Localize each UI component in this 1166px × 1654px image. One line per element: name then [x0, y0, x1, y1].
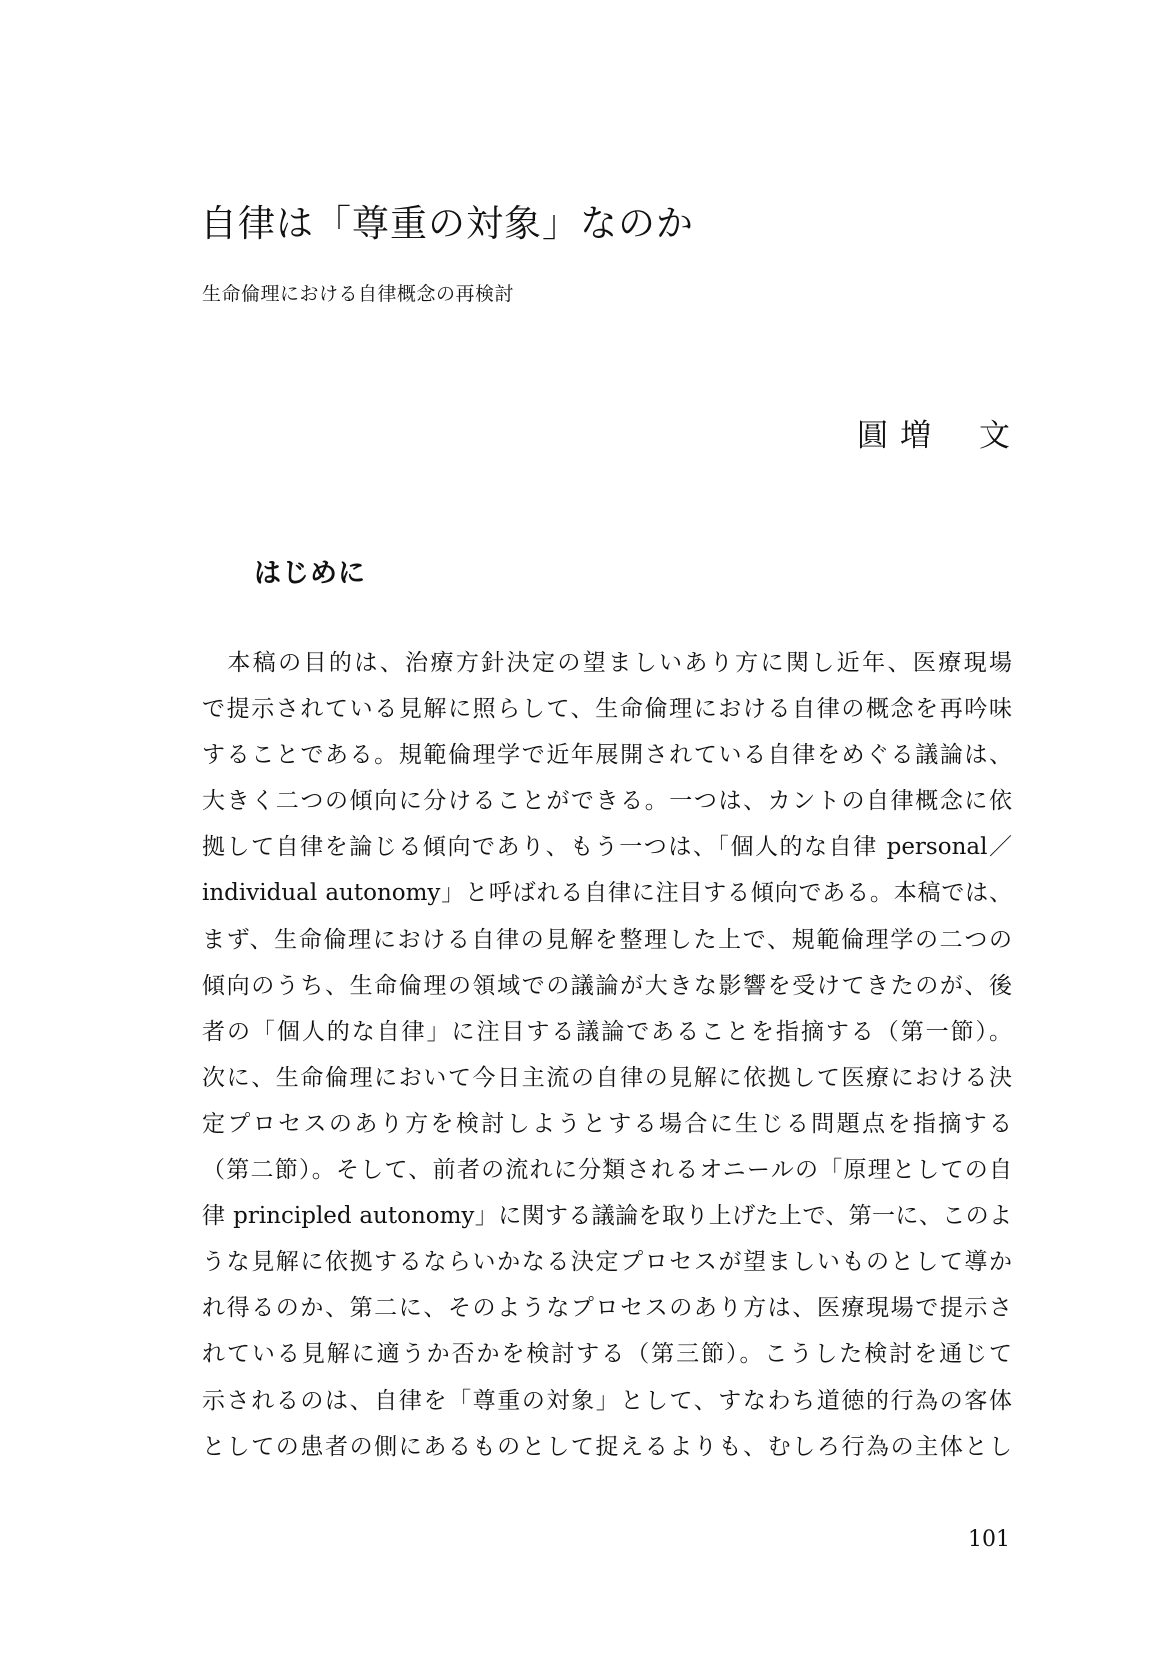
article-title: 自律は「尊重の対象」なのか [200, 202, 694, 245]
body-line: 大きく二つの傾向に分けることができる。一つは、カントの自律概念に依 [202, 788, 1012, 815]
body-line: で提示されている見解に照らして、生命倫理における自律の概念を再吟味 [202, 696, 1012, 723]
body-line: れている見解に適うか否かを検討する（第三節）。こうした検討を通じて [202, 1341, 1012, 1368]
body-line: れ得るのか、第二に、そのようなプロセスのあり方は、医療現場で提示さ [202, 1295, 1012, 1322]
body-line: （第二節）。そして、前者の流れに分類されるオニールの「原理としての自 [202, 1157, 1012, 1184]
body-line: うな見解に依拠するならいかなる決定プロセスが望ましいものとして導か [202, 1249, 1012, 1276]
body-line: 律 principled autonomy」に関する議論を取り上げた上で、第一に、このよ [202, 1203, 1012, 1230]
body-line: 拠して自律を論じる傾向であり、もう一つは、「個人的な自律 personal／ [202, 834, 1012, 861]
body-line: individual autonomy」と呼ばれる自律に注目する傾向である。本稿では、 [202, 880, 1012, 907]
article-subtitle: 生命倫理における自律概念の再検討 [202, 283, 515, 305]
body-line: 示されるのは、自律を「尊重の対象」として、すなわち道徳的行為の客体 [202, 1387, 1012, 1414]
body-line: 定プロセスのあり方を検討しようとする場合に生じる問題点を指摘する [202, 1110, 1012, 1137]
page-number: 101 [968, 1527, 1010, 1552]
body-line: 者の「個人的な自律」に注目する議論であることを指摘する（第一節）。 [202, 1018, 1012, 1045]
body-line: することである。規範倫理学で近年展開されている自律をめぐる議論は、 [202, 742, 1012, 769]
body-paragraph [202, 640, 1012, 1470]
author-name [857, 410, 1010, 455]
body-line: 本稿の目的は、治療方針決定の望ましいあり方に関し近年、医療現場 [202, 650, 1012, 676]
body-line: まず、生命倫理における自律の見解を整理した上で、規範倫理学の二つの [202, 926, 1012, 953]
section-heading: はじめに [254, 558, 366, 589]
body-line: 傾向のうち、生命倫理の領域での議論が大きな影響を受けてきたのが、後 [202, 972, 1012, 999]
author-given-name: 文 [979, 418, 1010, 454]
body-line: 次に、生命倫理において今日主流の自律の見解に依拠して医療における決 [202, 1064, 1012, 1091]
author-family-name: 圓増 [857, 418, 943, 454]
body-line: としての患者の側にあるものとして捉えるよりも、むしろ行為の主体とし [202, 1433, 1012, 1460]
